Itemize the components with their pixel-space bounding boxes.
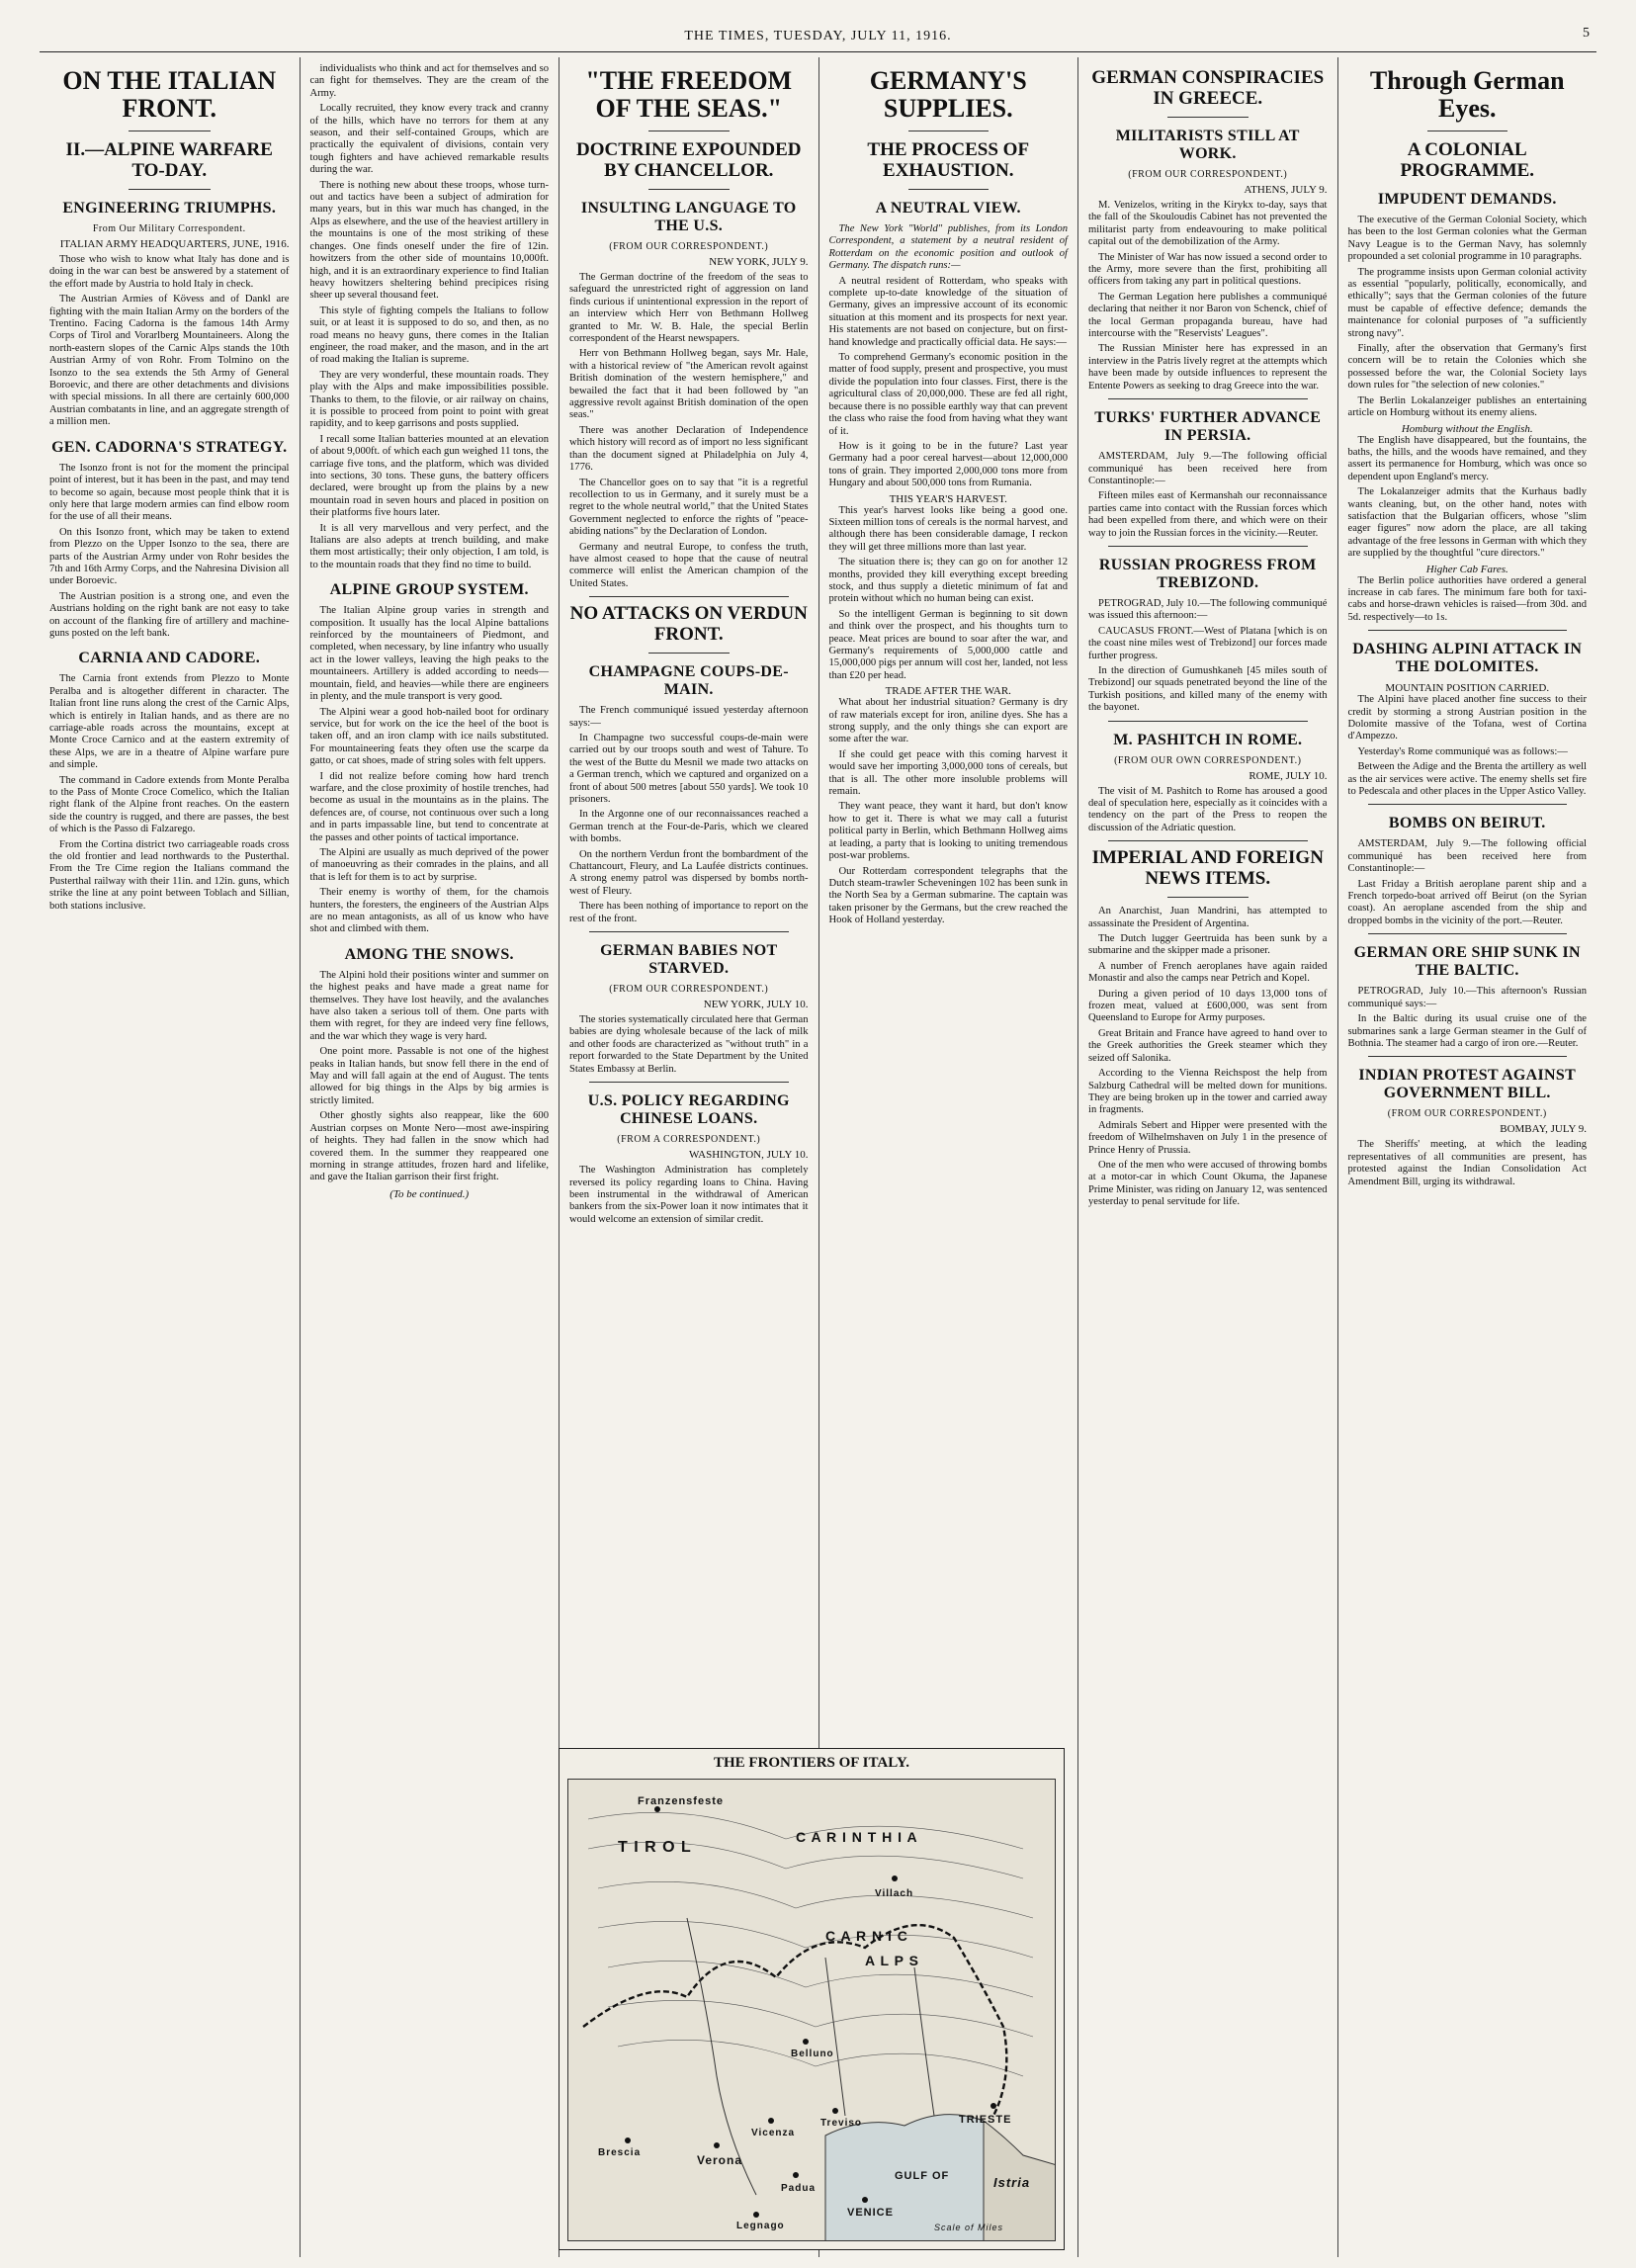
intro-paragraph: The New York "World" publishes, from its London Correspondent, a statement by a neutral resident of Rotterdam on the economic position and outlook of Germany. The dispatch runs:— [828,223,1068,272]
paragraph: It is all very marvellous and very perfect, and the Italians are also adepts at trench building, and make them most artistically; their only objection, I am told, is to the mountain roads that they find no time to build. [309,522,549,570]
paragraph: The Austrian position is a strong one, and even the Austrians holding on the right bank are not easy to take on account of the flanking fire of artillery and machine-guns posted on the left bank. [49,590,290,639]
paragraph: PETROGRAD, July 10.—The following communiqué was issued this afternoon:— [1088,597,1328,622]
paragraph: To comprehend Germany's economic position in the matter of food supply, present and prospective, you must divide the population into four classes. First, there is the agricultural class of 20,000,000. These are fed all right, because there is no possible earthly way that can prevent the class who raise the food from having what they want of it. [828,352,1068,437]
map-label-legnago: Legnago [736,2221,785,2231]
paragraph: The French communiqué issued yesterday afternoon says:— [569,705,809,729]
section-ore-ship: GERMAN ORE SHIP SUNK IN THE BALTIC. [1353,944,1581,980]
rule [1167,117,1249,118]
rule [1368,630,1568,631]
byline: From Our Military Correspondent. [92,223,246,234]
rule [648,189,730,190]
paragraph: There is nothing new about these troops, whose turn-out and tactics have been a subject of admiration for many years, but in this war much has changed, in the Alps as elsewhere, and the use of the heaviest artillery in the mountains is one of the most striking of these changes. One finds oneself under the fire of 12in. howitzers from the other side of mountains 10,000ft. high, and it is an extraordinary experience to find Italian heavy howitzers sheltering behind precipices rising sheer up several thousand feet. [309,179,549,302]
paragraph: The situation there is; they can go on for another 12 months, provided they kill everything except breeding stock, and thus supply a dietetic minimum of fat and protein without which no human being can exist. [828,557,1068,605]
headline-verdun: NO ATTACKS ON VERDUN FRONT. [569,603,808,646]
dateline: BOMBAY, JULY 9. [1500,1123,1587,1136]
paragraph: AMSTERDAM, July 9.—The following official communiqué has been received here from Constantinople:— [1347,838,1587,875]
rule [1167,897,1249,898]
paragraph: This year's harvest looks like being a good one. Sixteen million tons of cereals is the normal harvest, and although there has been considerable damage, I reckon they will get three millions more than last year. [828,504,1068,553]
paragraph: Locally recruited, they know every track and cranny of the hills, which have no terrors for them at any season, and their self-contained Groups, which are practically the equivalent of divisions, contain very tough fighters and have achieved remarkable results during the war. [309,103,549,176]
rule [648,653,730,654]
paragraph: AMSTERDAM, July 9.—The following official communiqué has been received here from Constantinople:— [1088,451,1328,486]
byline: (FROM OUR OWN CORRESPONDENT.) [1114,754,1302,766]
paragraph: The Lokalanzeiger admits that the Kurhaus badly wants cleaning, but, on the other hand, notes with satisfaction that the Bulgarian officers, whose "slim eager figures" now adorn the place, are all taking advantage of the free lessons in German with which they are supplied by the thoughtful "cure directors." [1347,486,1587,560]
column-1 [40,57,300,2257]
paragraph: The Berlin police authorities have ordered a general increase in cab fares. The minimum fare both for taxi-cabs and horse-drawn vehicles is raised—from 30d. and 5d. respectively—to 1s. [1347,574,1587,623]
subhead-cab-fares: Higher Cab Fares. [1425,563,1508,575]
map-label-brescia: Brescia [598,2147,642,2158]
section-carnia-cadore: CARNIA AND CADORE. [78,650,261,667]
rule [1108,546,1308,547]
subheadline-doctrine: DOCTRINE EXPOUNDED BY CHANCELLOR. [576,139,802,181]
paragraph: In Champagne two successful coups-de-main were carried out by our troops south and west of Tahure. To the west of the Butte du Mesnil we made two attacks on a German trench, which we captured and organized on a front of about 500 metres [about 550 yards]. We took 10 prisoners. [569,732,809,805]
headline-news-items: IMPERIAL AND FOREIGN NEWS ITEMS. [1091,847,1324,890]
paragraph: What about her industrial situation? Germany is dry of raw materials except for iron, aniline dyes. She has a strong supply, and the only things she can export are some after the war. [828,697,1068,745]
byline: (FROM OUR CORRESPONDENT.) [1387,1108,1547,1120]
rule [589,931,789,932]
rule [1368,933,1568,934]
map-label-tirol: T I R O L [618,1839,692,1856]
paragraph: The visit of M. Pashitch to Rome has aroused a good deal of speculation here, especially as it coincides with a tendency on the part of the Press to reopen the discussion of the Adriatic question. [1088,785,1328,833]
paragraph: In the Baltic during its usual cruise one of the submarines sank a large German steamer in the Gulf of Bothnia. The steamer had a cargo of iron ore.—Reuter. [1347,1013,1587,1049]
column-2 [300,57,560,2257]
rule [129,189,211,190]
byline: (FROM OUR CORRESPONDENT.) [609,241,769,252]
rule [589,1082,789,1083]
section-cadorna-strategy: GEN. CADORNA'S STRATEGY. [51,438,288,456]
section-bombs-beirut: BOMBS ON BEIRUT. [1388,815,1546,832]
map-label-trieste: TRIESTE [959,2114,1012,2126]
paragraph: Yesterday's Rome communiqué was as follows:— [1357,745,1568,757]
headline-through-german-eyes: Through German Eyes. [1369,66,1565,123]
paragraph: On the northern Verdun front the bombardment of the Chattancourt, Fleury, and La Laufée districts continues. A strong enemy patrol was dispersed by bombs north-west of Fleury. [569,848,809,897]
paragraph: The Alpini are usually as much deprived of the power of manoeuvring as their comrades in the plains, and all that is left for them is to act by surprise. [309,846,549,883]
map-frontiers-of-italy [559,1748,1065,2250]
paragraph: Those who wish to know what Italy has done and is doing in the war can best be answered by a statement of the effort made by Austria to hold Italy in check. [49,254,290,290]
map-label-villach: Villach [875,1888,914,1899]
rule [1108,398,1308,399]
subheadline-alpine-warfare: II.—ALPINE WARFARE TO-DAY. [65,139,273,181]
rule [1368,1056,1568,1057]
subheadline-colonial-programme: A COLONIAL PROGRAMME. [1400,139,1535,181]
paragraph: I recall some Italian batteries mounted at an elevation of about 9,000ft. of which each gun weighed 11 tons, the carriage five tons, and the platform, which was divided into sections, 30 tons. These guns, the battery officers declared, were brought up from the plains by a new mountain road in seven hours and placed in position on their platforms five hours later. [309,433,549,519]
section-engineering-triumphs: ENGINEERING TRIUMPHS. [62,200,277,217]
rule [589,596,789,597]
dateline: ATHENS, JULY 9. [1244,184,1328,196]
paragraph: Herr von Bethmann Hollweg began, says Mr. Hale, with a historical review of "the American revolt against British domination of the western hemisphere," and bewailed the fact that it had been followed by "an aggressive revolt against British domination of the open seas." [569,348,809,421]
dateline: ROME, JULY 10. [1249,769,1328,782]
paragraph: CAUCASUS FRONT.—West of Platana [which is on the coast nine miles west of Trebizond] our forces made further progress. [1088,625,1328,661]
paragraph: Great Britain and France have agreed to hand over to the Greek authorities the Greek steamer which they seized off Salonika. [1088,1027,1328,1064]
dateline: NEW YORK, JULY 9. [709,256,809,268]
map-label-padua: Padua [781,2183,817,2194]
paragraph: The Alpini have placed another fine success to their credit by storming a strong Austrian position in the Dolomite massive of the Tofana, west of Cortina d'Ampezzo. [1347,694,1587,742]
section-neutral-view: A NEUTRAL VIEW. [875,200,1021,217]
map-label-istria: Istria [993,2175,1031,2190]
map-label-franzensfeste: Franzensfeste [638,1795,724,1807]
section-impudent-demands: IMPUDENT DEMANDS. [1377,191,1557,208]
rule [1108,721,1308,722]
paragraph: There was another Declaration of Independence which history will record as of import no less significant than the document signed at Philadelphia on July 4, 1776. [569,424,809,474]
paragraph: A neutral resident of Rotterdam, who speaks with complete up-to-date knowledge of the situation of Germany, gives an impressive account of its economic situation at this moment and its prospects for next year. His statements are not based on conjecture, but on first-hand knowledge and practically official data. He says:— [828,275,1068,348]
paragraph: If she could get peace with this coming harvest it would save her importing 3,000,000 tons of cereals, but that is all. The other more insoluble problems will remain. [828,748,1068,798]
paragraph: The executive of the German Colonial Society, which has been to the lost German colonies what the German Navy League is to the German Navy, has solemnly propounded a set colonial programme in 10 paragraphs. [1347,215,1587,263]
paragraph: The Minister of War has now issued a second order to the Army, more severe than the first, prohibiting all officers from taking any part in political questions. [1088,251,1328,288]
map-scale-label: Scale of Miles [934,2223,1004,2232]
paragraph: An Anarchist, Juan Mandrini, has attempted to assassinate the President of Argentina. [1088,906,1328,929]
paragraph: The command in Cadore extends from Monte Peralba to the Pass of Monte Croce Comelico, which the Italian right flank of the Alpine front reaches. On the eastern side the country is rugged, and there are passes, the best of which is the Passo di Falzarego. [49,774,290,835]
paragraph: Fifteen miles east of Kermanshah our reconnaissance parties came into contact with the Russian forces which had been expelled from there, and which were on their way to join the Russian forces in the vicinity.—Reuter. [1088,490,1328,539]
paragraph: The Berlin Lokalanzeiger publishes an entertaining article on Homburg without its enemy aliens. [1347,394,1587,419]
headline-germany-supplies: GERMANY'S SUPPLIES. [869,66,1027,123]
headline-freedom-of-seas: "THE FREEDOM OF THE SEAS." [585,66,793,123]
rule [1368,804,1568,805]
paragraph: The German Legation here publishes a communiqué declaring that neither it nor Baron von Schenck, chief of the local German propaganda bureau, have had intercourse with the "Reservists' Leagues". [1088,291,1328,340]
to-be-continued: (To be continued.) [389,1187,470,1200]
subhead-harvest: THIS YEAR'S HARVEST. [889,492,1007,505]
paragraph: On this Isonzo front, which may be taken to extend from Plezzo on the Upper Isonzo to the sea, there are parts of the Austrian Army under von Rohr besides the 7th and 16th Army Corps, and the Nahresina Division all under Boroevic. [49,526,290,587]
map-label-belluno: Belluno [791,2049,834,2059]
paragraph: The Dutch lugger Geertruida has been sunk by a submarine and the skipper made a prisoner. [1088,933,1328,957]
paragraph: During a given period of 10 days 13,000 tons of frozen meat, valued at £600,000, was sent from Queensland to Europe for Army purposes. [1088,988,1328,1024]
byline: (FROM A CORRESPONDENT.) [617,1134,761,1146]
paragraph: The Carnia front extends from Plezzo to Monte Peralba and is altogether different in character. The Italian front line runs along the crest of the Carnic Alps, which is entirely in Italian hands, and as there are no carriage-able roads across the mountains, except at Monte Croce Carnico and at the eastern extremity of these Alps, we are in a theatre of Alpine warfare pure and simple. [49,673,290,771]
subhead-mountain-position: MOUNTAIN POSITION CARRIED. [1385,682,1550,695]
headline-german-conspiracies: GERMAN CONSPIRACIES IN GREECE. [1091,67,1325,109]
paragraph: The Sheriffs' meeting, at which the leading representatives of all communities are present, has protested against the Indian Consolidation Act Amendment Bill, urging its withdrawal. [1347,1139,1587,1187]
paragraph: They are very wonderful, these mountain roads. They play with the Alps and make impossibilities possible. Thanks to them, to the filovie, or air railway on chains, it is possible to proceed from point to point with great rapidity, and to keep garrisons and posts supplied. [309,369,549,430]
section-turks-persia: TURKS' FURTHER ADVANCE IN PERSIA. [1094,409,1322,445]
page-number: 5 [1583,26,1591,41]
map-title: THE FRONTIERS OF ITALY. [713,1755,910,1771]
headline-italian-front: ON THE ITALIAN FRONT. [62,66,277,123]
map-label-venice: VENICE [847,2207,894,2219]
section-pashitch-rome: M. PASHITCH IN ROME. [1113,731,1303,748]
section-militarists: MILITARISTS STILL AT WORK. [1115,128,1300,162]
paragraph: So the intelligent German is beginning to sit down and think over the prospect, and his thoughts turn to peace. Meat prices are bound to soar after the war, and Germany's requirements of 5,000,000 cattle and 15,000,000 pigs per annum will cost her, landed, not less than £20 per head. [828,608,1068,681]
paragraph: Last Friday a British aeroplane parent ship and a French torpedo-boat arrived off Beirut (on the Syrian coast). An aeroplane ascended from the ship and dropped bombs in the vicinity of the port.—Reuter. [1347,878,1587,926]
map-label-alps: A L P S [865,1953,919,1968]
map-label-verona: Verona [697,2153,743,2167]
paragraph: Germany and neutral Europe, to confess the truth, have almost ceased to hope that the cause of neutral commerce will enlist the American champion of the United States. [569,541,809,589]
paragraph: The Alpini hold their positions winter and summer on the highest peaks and have made a great name for themselves. They have lost heavily, and the avalanches have also taken a serious toll of them. One parts with them with regret, for they are indeed very fine fellows, and the war which they wage is very hard. [309,969,549,1042]
paragraph: PETROGRAD, July 10.—This afternoon's Russian communiqué says:— [1347,986,1587,1009]
section-indian-protest: INDIAN PROTEST AGAINST GOVERNMENT BILL. [1358,1067,1577,1102]
paragraph: A number of French aeroplanes have again raided Monastir and also the camps near Petrich and Kopel. [1088,960,1328,985]
rule [1108,840,1308,841]
paragraph: Other ghostly sights also reappear, like the 600 Austrian corpses on Monte Nero—most awe-inspiring of heights. They had fallen in the snow which had covered them. In the summer they reappeared one morning in strange attitudes, frozen hard and lifelike, and gave the Italian garrison their first fright. [309,1110,549,1183]
section-chinese-loans: U.S. POLICY REGARDING CHINESE LOANS. [587,1092,790,1128]
map-label-treviso: Treviso [820,2118,863,2129]
byline: (FROM OUR CORRESPONDENT.) [1128,169,1288,180]
section-champagne: CHAMPAGNE COUPS-DE-MAIN. [588,663,789,699]
section-russian-trebizond: RUSSIAN PROGRESS FROM TREBIZOND. [1098,556,1317,591]
paragraph: The Chancellor goes on to say that "it is a regretful recollection to us in Germany, and it surely must be a regret to the whole neutral world," that the United States Government neglected to enforce the rights of "peace-abiding nations" by the Declaration of London. [569,477,809,538]
paragraph: In the Argonne one of our reconnaissances reached a German trench at the Four-de-Paris, which we cleared with bombs. [569,809,809,845]
paragraph: One point more. Passable is not one of the highest peaks in Italian hands, but snow fell there in the end of May and will fall again at the end of August. The tents allowed for big things in the Alps by big armies is strictly limited. [309,1046,549,1106]
map-label-carnic: C A R N I C [825,1928,908,1944]
section-insulting-language: INSULTING LANGUAGE TO THE U.S. [580,200,797,234]
map-label-gulf: GULF OF [895,2170,950,2182]
paragraph: There has been nothing of importance to report on the rest of the front. [569,901,809,924]
section-dashing-alpini: DASHING ALPINI ATTACK IN THE DOLOMITES. [1352,641,1583,676]
masthead [40,22,1596,52]
paragraph: The programme insists upon German colonial activity as essential "popularly, politically, economically, and ethically"; says that the German colonies of the future must be capable of effective defence; demands the maintenance for colonial purposes of "a sufficiently strong navy". [1347,266,1587,339]
byline: (FROM OUR CORRESPONDENT.) [609,984,769,996]
paragraph: Finally, after the observation that Germany's first concern will be to retain the Colonies which she possessed before the war, the Colonial Society lays down rules for "the selection of new colonies." [1347,343,1587,392]
map-label-carinthia: C A R I N T H I A [796,1829,918,1845]
paragraph: This style of fighting compels the Italians to follow suit, or at least it is supposed to do so, and then, as no road means no heavy guns, there comes in the Italian engineer, the road maker, and the mason, and in the art of road making the Italian is supreme. [309,305,549,366]
paragraph: The English have disappeared, but the fountains, the baths, the hills, and the woods have remained, and they assert its permanence for Homburg, which was once so dependent upon England's mercy. [1347,434,1587,482]
paragraph: Admirals Sebert and Hipper were presented with the freedom of Wilhelmshaven on July 1 in the presence of Prince Henry of Prussia. [1088,1119,1328,1156]
dateline: ITALIAN ARMY HEADQUARTERS, JUNE, 1916. [59,238,290,250]
paragraph: I did not realize before coming how hard trench warfare, and the close proximity of hostile trenches, had become as usual in the mountains as in the plains. The defences are, of course, not continuous over such a long and in parts impassable line, but tend to concentrate at the passes and other points of tactical importance. [309,770,549,843]
paragraph: The stories systematically circulated here that German babies are dying wholesale because of the lack of milk and other foods are characterized as "without truth" in a report forwarded to the State Department by the United States Embassy at Berlin. [569,1014,809,1075]
map-canvas [567,1779,1056,2241]
paragraph: How is it going to be in the future? Last year Germany had a poor cereal harvest—about 12,000,000 tons of grain. They imported 2,000,000 tons more from Hungary and about 500,000 tons from Rumania. [828,440,1068,489]
paragraph: The Alpini wear a good hob-nailed boot for ordinary service, but for work on the ice the heel of the boot is taken off, and an iron clamp with ice nails substituted. For mountaineering feats they often use the scarpe da gatto, or cat shoes, made of string soles with felt uppers. [309,706,549,767]
paragraph: Our Rotterdam correspondent telegraphs that the Dutch steam-trawler Scheveningen 102 has been sunk in the North Sea by a German submarine. The captain was taken prisoner by the Germans, but the crew reached the Hook of Holland yesterday. [828,865,1068,926]
paragraph: According to the Vienna Reichspost the help from Salzburg Cathedral will be melted down for munitions. They are being broken up in the tower and carried away in fragments. [1088,1068,1328,1116]
subhead-trade: TRADE AFTER THE WAR. [885,685,1011,698]
paragraph: The Washington Administration has completely reversed its policy regarding loans to China. Having been instrumental in the withdrawal of American bankers from the six-Power loan it now intimates that it would welcome an extension of similar credit. [569,1165,809,1225]
map-label-vicenza: Vicenza [751,2128,796,2138]
dateline: WASHINGTON, JULY 10. [688,1149,809,1162]
column-6 [1337,57,1597,2257]
paragraph: They want peace, they want it hard, but don't know how to get it. There is what we may call a futurist political party in Berlin, which Bethmann Hollweg aims at leading, a party that is looking to uniting tremendous post-war problems. [828,801,1068,862]
paragraph: The German doctrine of the freedom of the seas to safeguard the unrestricted right of aggression on land finds curious if unintentional expression in the report of an interview which Herr von Bethmann Hollweg granted to Mr. W. B. Hale, the special Berlin correspondent of the Hearst newspapers. [569,272,809,345]
rule [908,189,990,190]
section-german-babies: GERMAN BABIES NOT STARVED. [600,942,778,978]
paragraph: The Italian Alpine group varies in strength and composition. It usually has the local Alpine battalions reinforced by the mountaineers of Piedmont, and completed, when necessary, by line infantry who usually act in the lower valleys, leaving the high peaks to the mountaineers. Artillery is added according to needs—mountain, field, and heavies—while there are engineers in plenty, and the mule transport is very good. [309,605,549,703]
paragraph: M. Venizelos, writing in the Kirykx to-day, says that the fall of the Skouloudis Cabinet has not prevented the militarist party from endeavouring to make political capital out of the demobilization of the Army. [1088,200,1328,248]
subheadline-exhaustion: THE PROCESS OF EXHAUSTION. [867,139,1030,181]
paragraph: One of the men who were accused of throwing bombs at a motor-car in which Count Okuma, the Japanese Prime Minister, was riding on January 12, was sentenced yesterday to penal servitude for life. [1088,1159,1328,1208]
dateline: NEW YORK, JULY 10. [703,999,809,1011]
section-alpine-group-system: ALPINE GROUP SYSTEM. [329,581,529,599]
paragraph: From the Cortina district two carriageable roads cross the old frontier and lead northwards to the Pusterthal. From the Tre Cime region the Italians command the Pusterthal railway with their 11in. and 12in. guns, which strike the line at any point between Toblach and Sillian, both stations inclusive. [49,838,290,912]
paragraph: The Isonzo front is not for the moment the principal point of interest, but it has been in the past, and may tend to become so again, because most people think that it is only here that large modern armies can find elbow room for the use of all their means. [49,462,290,523]
paragraph: Between the Adige and the Brenta the artillery as well as the air services were active. The enemy shells set fire to Pedescala and other places in the Upper Astico Valley. [1347,761,1587,798]
section-among-the-snows: AMONG THE SNOWS. [344,945,514,963]
subhead-homburg: Homburg without the English. [1401,422,1533,435]
paragraph: individualists who think and act for themselves and so can fight for themselves. They are the cream of the Army. [309,63,549,99]
paragraph: The Russian Minister here has expressed in an interview in the Patris lively regret at the attempts which have been made by outside influences to represent the Entente Powers as seeking to drag Greece into the war. [1088,343,1328,392]
paragraph: The Austrian Armies of Kövess and of Dankl are fighting with the main Italian Army on the borders of the Trentino. Facing Cadorna is the famous 14th Army Corps of Tirol and Vorarlberg Mountaineers. Along the north-eastern slopes of the Carnic Alps stands the 10th Austrian Army of von Rohr. From Tolmino on the Isonzo to the sea extends the 5th Army of General Boroevic, and there are other detachments and divisions with special missions. In all there are certainly 600,000 Austrian combatants in line, and an aggregate strength of a million men. [49,294,290,428]
paragraph: In the direction of Gumushkaneh [45 miles south of Trebizond] our squads penetrated beyond the line of the Turkish positions, and killed many of the enemy with the bayonet. [1088,664,1328,714]
column-5 [1077,57,1337,2257]
paragraph: Their enemy is worthy of them, for the chamois hunters, the foresters, the engineers of the Austrian Alps are no mean antagonists, as all of us know who have shot and climbed with them. [309,887,549,935]
masthead-title: THE TIMES, TUESDAY, JULY 11, 1916. [684,29,952,44]
